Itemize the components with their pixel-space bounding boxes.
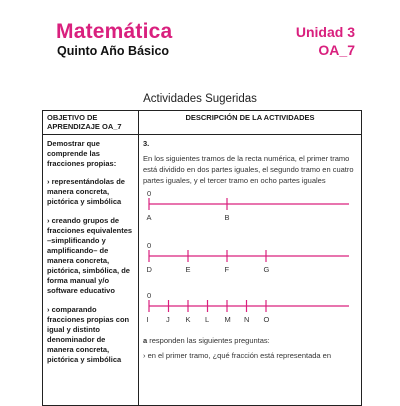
activity-number: 3. bbox=[143, 138, 150, 148]
objective-item: › comparando fracciones propias con igual y distinto denominador de manera concreta, pictórica y simbólica bbox=[47, 304, 130, 365]
activity-text: En los siguientes tramos de la recta numérica, el primer tramo está dividido en dos partes iguales, el segundo tramo en cuatro partes iguales, y el tercer tramo en ocho partes iguales bbox=[143, 153, 354, 185]
description-cell bbox=[139, 134, 362, 405]
point-label: N bbox=[244, 315, 250, 325]
questions-intro bbox=[143, 336, 357, 345]
page-header bbox=[0, 0, 400, 70]
point-label: I bbox=[146, 315, 149, 325]
number-lines bbox=[143, 190, 355, 330]
point-label: O bbox=[263, 315, 270, 325]
questions-intro-text: responden las siguientes preguntas: bbox=[147, 336, 270, 346]
point-label: F bbox=[224, 265, 230, 275]
point-label: D bbox=[146, 265, 152, 275]
objective-item: › representándolas de manera concreta, pictórica y simbólica bbox=[47, 177, 125, 207]
point-label: J bbox=[166, 315, 170, 325]
point-label: M bbox=[224, 315, 231, 325]
description-header: DESCRIPCIÓN DE LA ACTIVIDADES bbox=[139, 111, 362, 135]
point-label: B bbox=[224, 213, 230, 223]
section-title: Actividades Sugeridas bbox=[143, 93, 257, 105]
table-row bbox=[43, 134, 362, 405]
objective-code: OA_7 bbox=[318, 42, 355, 58]
subject-title: Matemática bbox=[56, 20, 173, 43]
table-header-row bbox=[43, 111, 362, 135]
unit-label: Unidad 3 bbox=[295, 24, 355, 40]
objective-item: Demostrar que comprende las fracciones propias: bbox=[47, 138, 117, 168]
zero-label: 0 bbox=[147, 190, 152, 199]
zero-label: 0 bbox=[147, 241, 152, 251]
point-label: G bbox=[263, 265, 270, 275]
question-item: › en el primer tramo, ¿qué fracción está representada en bbox=[143, 351, 332, 361]
point-label: A bbox=[146, 213, 152, 223]
number-lines-figure bbox=[143, 190, 355, 330]
point-label: E bbox=[185, 265, 191, 275]
point-label: K bbox=[185, 315, 191, 325]
questions-letter: a bbox=[143, 336, 148, 346]
zero-label: 0 bbox=[147, 291, 152, 301]
activities-table bbox=[42, 110, 362, 406]
objective-item: › creando grupos de fracciones equivalentes –simplificando y amplificando– de manera concreta, pictórica, simbólica, de forma manual y/o software educativo bbox=[47, 215, 133, 296]
point-label: L bbox=[205, 315, 210, 325]
objective-header: OBJETIVO DE APRENDIZAJE OA_7 bbox=[43, 111, 139, 135]
objective-cell bbox=[43, 134, 139, 405]
grade-label: Quinto Año Básico bbox=[57, 44, 170, 58]
